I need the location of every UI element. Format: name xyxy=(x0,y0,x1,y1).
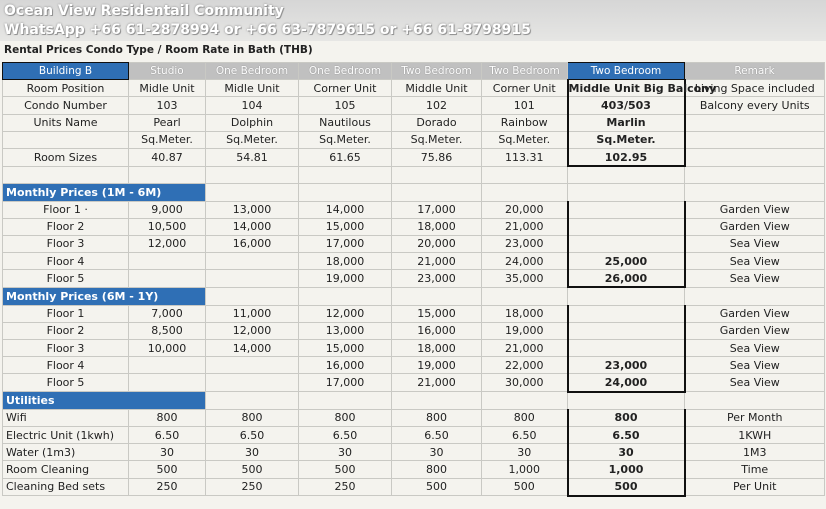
spacer-cell xyxy=(482,166,568,184)
value-cell: 61.65 xyxy=(299,148,392,166)
spacer-cell xyxy=(206,166,299,184)
spacer-cell xyxy=(299,392,392,410)
value-cell: 7,000 xyxy=(129,305,206,322)
value-cell: Dorado xyxy=(392,114,482,131)
column-header-1: One Bedroom xyxy=(206,63,299,80)
value-cell: 30 xyxy=(392,444,482,461)
price-row xyxy=(3,322,825,339)
row-label: Units Name xyxy=(3,114,129,131)
spacer-cell xyxy=(129,166,206,184)
value-cell: Middle Unit xyxy=(392,80,482,97)
remark-cell: Per Month xyxy=(685,409,825,426)
spacer-cell xyxy=(392,392,482,410)
price-row xyxy=(3,357,825,374)
value-cell: Pearl xyxy=(129,114,206,131)
value-cell: 14,000 xyxy=(206,218,299,235)
remark-cell: Sea View xyxy=(685,357,825,374)
value-cell xyxy=(129,374,206,392)
spacer-cell xyxy=(685,287,825,305)
value-cell: Sq.Meter. xyxy=(482,131,568,148)
spacer-cell xyxy=(685,166,825,184)
remark-cell xyxy=(685,148,825,166)
value-cell: Dolphin xyxy=(206,114,299,131)
remark-header: Remark xyxy=(685,63,825,80)
value-cell: 6.50 xyxy=(206,426,299,443)
value-cell: 15,000 xyxy=(299,218,392,235)
value-cell: 15,000 xyxy=(392,305,482,322)
value-cell xyxy=(568,218,685,235)
remark-cell: Garden View xyxy=(685,218,825,235)
price-row xyxy=(3,444,825,461)
value-cell xyxy=(568,322,685,339)
value-cell: 6.50 xyxy=(299,426,392,443)
info-row xyxy=(3,131,825,148)
value-cell xyxy=(206,374,299,392)
row-label: Floor 4 xyxy=(3,253,129,270)
value-cell: 40.87 xyxy=(129,148,206,166)
spacer-cell xyxy=(685,392,825,410)
spacer-row xyxy=(3,166,825,184)
document-title: Ocean View Residentail Community xyxy=(4,3,284,19)
value-cell: 16,000 xyxy=(206,235,299,252)
section-title: Monthly Prices (1M - 6M) xyxy=(3,184,206,201)
value-cell: 30 xyxy=(299,444,392,461)
spacer-cell xyxy=(685,184,825,201)
info-row xyxy=(3,114,825,131)
spacer-cell xyxy=(392,166,482,184)
value-cell: 30 xyxy=(568,444,685,461)
value-cell: 13,000 xyxy=(299,322,392,339)
value-cell: 23,000 xyxy=(568,357,685,374)
row-label: Floor 3 xyxy=(3,235,129,252)
column-header-0: Studio xyxy=(129,63,206,80)
value-cell: 800 xyxy=(482,409,568,426)
value-cell: 12,000 xyxy=(206,322,299,339)
header-row xyxy=(3,63,825,80)
remark-cell xyxy=(685,114,825,131)
value-cell: 101 xyxy=(482,97,568,114)
row-label: Floor 4 xyxy=(3,357,129,374)
value-cell: Corner Unit xyxy=(482,80,568,97)
value-cell: Sq.Meter. xyxy=(568,131,685,148)
value-cell: 19,000 xyxy=(299,270,392,288)
row-label: Floor 2 xyxy=(3,218,129,235)
spacer-cell xyxy=(568,392,685,410)
spacer-cell xyxy=(568,287,685,305)
value-cell: 18,000 xyxy=(299,253,392,270)
column-header-4: Two Bedroom xyxy=(482,63,568,80)
value-cell: 113.31 xyxy=(482,148,568,166)
value-cell: 6.50 xyxy=(568,426,685,443)
remark-cell xyxy=(685,131,825,148)
value-cell: 22,000 xyxy=(482,357,568,374)
value-cell xyxy=(568,235,685,252)
info-row xyxy=(3,148,825,166)
row-label: Floor 2 xyxy=(3,322,129,339)
remark-cell: Sea View xyxy=(685,374,825,392)
section-title: Utilities xyxy=(3,392,206,410)
value-cell: 18,000 xyxy=(482,305,568,322)
price-row xyxy=(3,426,825,443)
remark-cell: Sea View xyxy=(685,253,825,270)
spacer-cell xyxy=(482,392,568,410)
remark-cell: Sea View xyxy=(685,270,825,288)
price-row xyxy=(3,461,825,478)
value-cell: Sq.Meter. xyxy=(392,131,482,148)
value-cell: Rainbow xyxy=(482,114,568,131)
remark-cell: Sea View xyxy=(685,235,825,252)
value-cell: 500 xyxy=(482,478,568,496)
value-cell: 800 xyxy=(206,409,299,426)
value-cell: 30 xyxy=(129,444,206,461)
value-cell xyxy=(206,253,299,270)
spacer-cell xyxy=(482,287,568,305)
value-cell xyxy=(206,357,299,374)
remark-cell: Balcony every Units xyxy=(685,97,825,114)
value-cell: 21,000 xyxy=(482,218,568,235)
value-cell xyxy=(568,201,685,218)
value-cell: 6.50 xyxy=(482,426,568,443)
value-cell: 10,500 xyxy=(129,218,206,235)
value-cell: 35,000 xyxy=(482,270,568,288)
rental-price-table xyxy=(2,62,825,497)
column-header-3: Two Bedroom xyxy=(392,63,482,80)
value-cell: 250 xyxy=(299,478,392,496)
value-cell: 30 xyxy=(206,444,299,461)
spacer-cell xyxy=(299,166,392,184)
value-cell: 105 xyxy=(299,97,392,114)
value-cell: 1,000 xyxy=(568,461,685,478)
value-cell: Sq.Meter. xyxy=(299,131,392,148)
value-cell: 17,000 xyxy=(299,374,392,392)
value-cell: 6.50 xyxy=(129,426,206,443)
value-cell: 19,000 xyxy=(392,357,482,374)
row-label: Room Position xyxy=(3,80,129,97)
remark-cell: Sea View xyxy=(685,340,825,357)
remark-cell: Garden View xyxy=(685,305,825,322)
price-row xyxy=(3,270,825,288)
spacer-cell xyxy=(392,184,482,201)
value-cell: Nautilous xyxy=(299,114,392,131)
value-cell: 11,000 xyxy=(206,305,299,322)
value-cell: 800 xyxy=(392,409,482,426)
price-row xyxy=(3,253,825,270)
spacer-cell xyxy=(299,184,392,201)
value-cell: 23,000 xyxy=(482,235,568,252)
value-cell: 102 xyxy=(392,97,482,114)
value-cell: 19,000 xyxy=(482,322,568,339)
value-cell: 21,000 xyxy=(392,253,482,270)
row-label: Floor 1 · xyxy=(3,201,129,218)
title-bar xyxy=(0,0,826,41)
remark-cell: Living Space included xyxy=(685,80,825,97)
value-cell: 800 xyxy=(299,409,392,426)
section-header-row xyxy=(3,287,825,305)
price-row xyxy=(3,340,825,357)
value-cell: 18,000 xyxy=(392,218,482,235)
row-label: Floor 5 xyxy=(3,374,129,392)
spacer-cell xyxy=(206,287,299,305)
value-cell: 16,000 xyxy=(299,357,392,374)
value-cell: 23,000 xyxy=(392,270,482,288)
value-cell: Sq.Meter. xyxy=(206,131,299,148)
row-label: Electric Unit (1kwh) xyxy=(3,426,129,443)
value-cell xyxy=(129,270,206,288)
value-cell: 800 xyxy=(129,409,206,426)
row-label: Condo Number xyxy=(3,97,129,114)
price-row xyxy=(3,305,825,322)
price-row xyxy=(3,478,825,496)
value-cell: 500 xyxy=(129,461,206,478)
spacer-cell xyxy=(568,166,685,184)
value-cell: 103 xyxy=(129,97,206,114)
value-cell: 9,000 xyxy=(129,201,206,218)
spacer-cell xyxy=(3,166,129,184)
building-label: Building B xyxy=(3,63,129,80)
price-row xyxy=(3,218,825,235)
value-cell xyxy=(129,253,206,270)
value-cell: 16,000 xyxy=(392,322,482,339)
value-cell: 30,000 xyxy=(482,374,568,392)
value-cell: 800 xyxy=(392,461,482,478)
section-title: Monthly Prices (6M - 1Y) xyxy=(3,287,206,305)
value-cell: 17,000 xyxy=(392,201,482,218)
column-header-5: Two Bedroom xyxy=(568,63,685,80)
row-label: Floor 1 xyxy=(3,305,129,322)
section-header-row xyxy=(3,184,825,201)
price-row xyxy=(3,409,825,426)
value-cell: 20,000 xyxy=(482,201,568,218)
value-cell xyxy=(568,305,685,322)
value-cell: 12,000 xyxy=(299,305,392,322)
value-cell: 26,000 xyxy=(568,270,685,288)
info-row xyxy=(3,97,825,114)
value-cell: 54.81 xyxy=(206,148,299,166)
value-cell: 8,500 xyxy=(129,322,206,339)
value-cell: 20,000 xyxy=(392,235,482,252)
value-cell: 15,000 xyxy=(299,340,392,357)
value-cell: 14,000 xyxy=(206,340,299,357)
column-header-2: One Bedroom xyxy=(299,63,392,80)
row-label: Wifi xyxy=(3,409,129,426)
spacer-cell xyxy=(206,392,299,410)
value-cell: 250 xyxy=(129,478,206,496)
remark-cell: 1M3 xyxy=(685,444,825,461)
row-label: Water (1m3) xyxy=(3,444,129,461)
value-cell: 17,000 xyxy=(299,235,392,252)
row-label xyxy=(3,131,129,148)
value-cell: 14,000 xyxy=(299,201,392,218)
price-row xyxy=(3,235,825,252)
value-cell: 104 xyxy=(206,97,299,114)
value-cell: 500 xyxy=(206,461,299,478)
row-label: Floor 5 xyxy=(3,270,129,288)
value-cell: 1,000 xyxy=(482,461,568,478)
value-cell: 102.95 xyxy=(568,148,685,166)
table-subtitle: Rental Prices Condo Type / Room Rate in Bath (THB) xyxy=(4,44,313,56)
value-cell: Marlin xyxy=(568,114,685,131)
row-label: Cleaning Bed sets xyxy=(3,478,129,496)
value-cell xyxy=(129,357,206,374)
value-cell: Corner Unit xyxy=(299,80,392,97)
value-cell: 30 xyxy=(482,444,568,461)
price-row xyxy=(3,201,825,218)
remark-cell: 1KWH xyxy=(685,426,825,443)
value-cell: Midle Unit xyxy=(206,80,299,97)
remark-cell: Garden View xyxy=(685,201,825,218)
remark-cell: Per Unit xyxy=(685,478,825,496)
value-cell: 500 xyxy=(392,478,482,496)
value-cell: 10,000 xyxy=(129,340,206,357)
value-cell: 500 xyxy=(568,478,685,496)
value-cell: 75.86 xyxy=(392,148,482,166)
value-cell: 13,000 xyxy=(206,201,299,218)
value-cell: 800 xyxy=(568,409,685,426)
spacer-cell xyxy=(299,287,392,305)
value-cell: 12,000 xyxy=(129,235,206,252)
row-label: Room Sizes xyxy=(3,148,129,166)
spacer-cell xyxy=(206,184,299,201)
remark-cell: Time xyxy=(685,461,825,478)
spacer-cell xyxy=(482,184,568,201)
value-cell: 25,000 xyxy=(568,253,685,270)
remark-cell: Garden View xyxy=(685,322,825,339)
value-cell: 250 xyxy=(206,478,299,496)
value-cell: 24,000 xyxy=(568,374,685,392)
spacer-cell xyxy=(568,184,685,201)
value-cell xyxy=(206,270,299,288)
value-cell: Middle Unit Big Balcony xyxy=(568,80,685,97)
value-cell: 24,000 xyxy=(482,253,568,270)
value-cell: 403/503 xyxy=(568,97,685,114)
value-cell: 500 xyxy=(299,461,392,478)
section-header-row xyxy=(3,392,825,410)
value-cell: 6.50 xyxy=(392,426,482,443)
value-cell: Sq.Meter. xyxy=(129,131,206,148)
value-cell: 18,000 xyxy=(392,340,482,357)
info-row xyxy=(3,80,825,97)
value-cell: 21,000 xyxy=(482,340,568,357)
value-cell xyxy=(568,340,685,357)
row-label: Floor 3 xyxy=(3,340,129,357)
spacer-cell xyxy=(392,287,482,305)
row-label: Room Cleaning xyxy=(3,461,129,478)
contact-line: WhatsApp +66 61-2878994 or +66 63-7879615 or +66 61-8798915 xyxy=(4,22,531,38)
value-cell: 21,000 xyxy=(392,374,482,392)
price-row xyxy=(3,374,825,392)
value-cell: Midle Unit xyxy=(129,80,206,97)
